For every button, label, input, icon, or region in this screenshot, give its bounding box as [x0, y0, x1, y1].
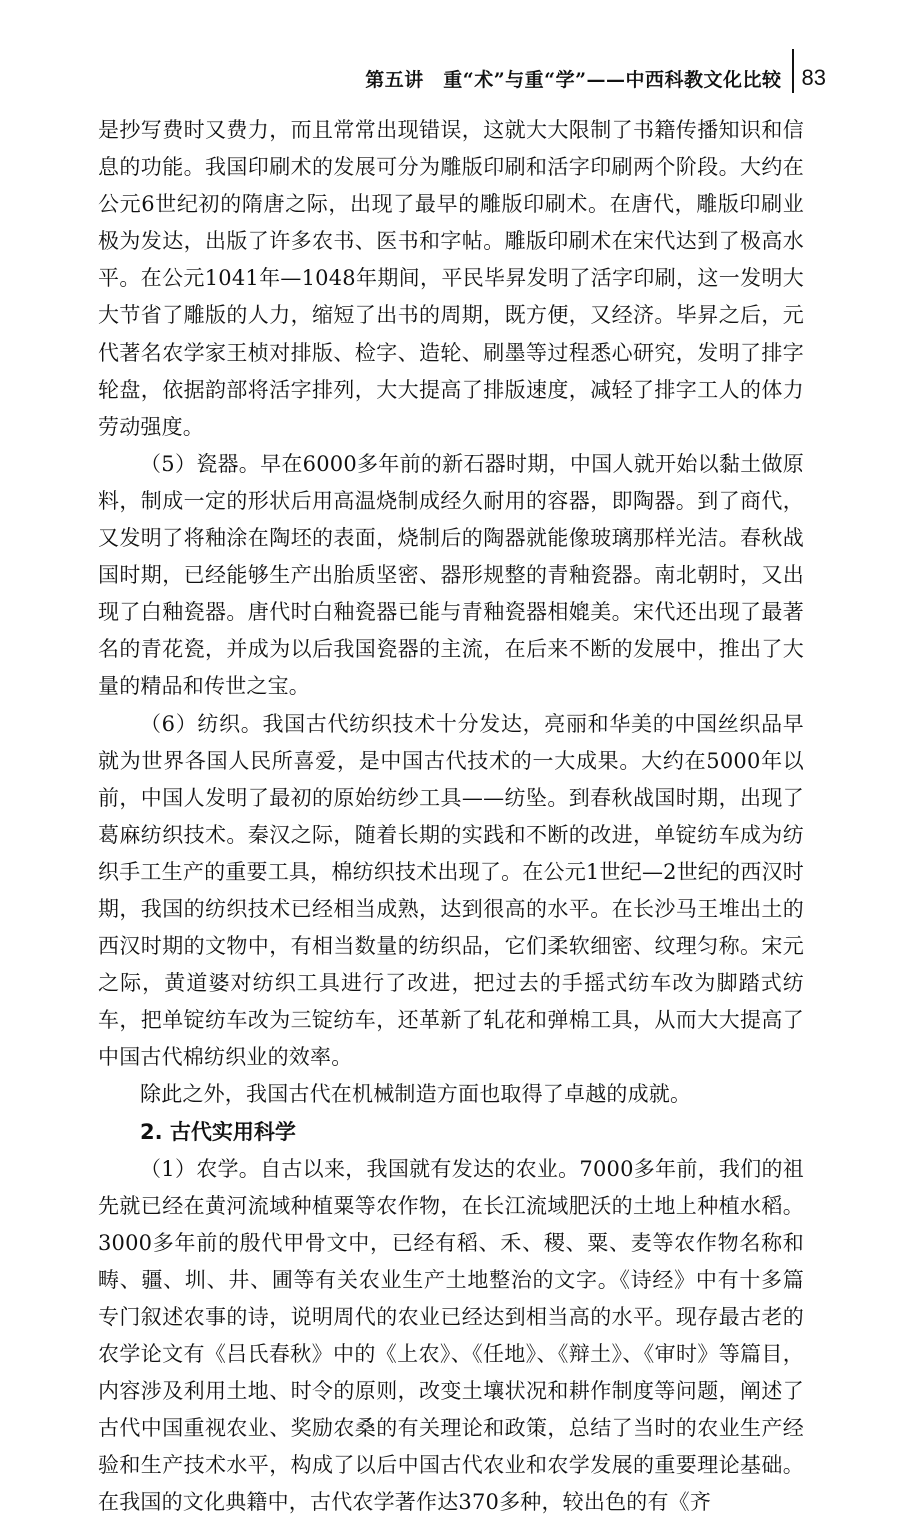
paragraph-printing-continued: 是抄写费时又费力，而且常常出现错误，这就大大限制了书籍传播知识和信息的功能。我国印刷术的发展可分为雕版印刷和活字印刷两个阶段。大约在公元6世纪初的隋唐之际，出现了最早的雕版印刷术。在唐代，雕版印刷业极为发达，出版了许多农书、医书和字帖。雕版印刷术在宋代达到了极高水平。在公元1041年—1048年期间，平民毕昇发明了活字印刷，这一发明大大节省了雕版的人力，缩短了出书的周期，既方便，又经济。毕昇之后，元代著名农学家王桢对排版、检字、造轮、刷墨等过程悉心研究，发明了排字轮盘，依据韵部将活字排列，大大提高了排版速度，减轻了排字工人的体力劳动强度。 [98, 118, 804, 439]
paragraph-textiles: （6）纺织。我国古代纺织技术十分发达，亮丽和华美的中国丝织品早就为世界各国人民所喜爱，是中国古代技术的一大成果。大约在5000年以前，中国人发明了最初的原始纺纱工具——纺坠。到春秋战国时期，出现了葛麻纺织技术。秦汉之际，随着长期的实践和不断的改进，单锭纺车成为纺织手工生产的重要工具，棉纺织技术出现了。在公元1世纪—2世纪的西汉时期，我国的纺织技术已经相当成熟，达到很高的水平。在长沙马王堆出土的西汉时期的文物中，有相当数量的纺织品，它们柔软细密、纹理匀称。宋元之际，黄道婆对纺织工具进行了改进，把过去的手摇式纺车改为脚踏式纺车，把单锭纺车改为三锭纺车，还革新了轧花和弹棉工具，从而大大提高了中国古代棉纺织业的效率。 [98, 711, 804, 1070]
body-text [98, 112, 804, 1515]
paragraph-machinery: 除此之外，我国古代在机械制造方面也取得了卓越的成就。 [140, 1082, 692, 1107]
section-heading: 2. 古代实用科学 [140, 1119, 296, 1144]
chapter-title: 第五讲 重“术”与重“学”——中西科教文化比较 [365, 68, 782, 91]
paragraph-porcelain: （5）瓷器。早在6000多年前的新石器时期，中国人就开始以黏土做原料，制成一定的形状后用高温烧制成经久耐用的容器，即陶器。到了商代，又发明了将釉涂在陶坯的表面，烧制后的陶器就能像玻璃那样光洁。春秋战国时期，已经能够生产出胎质坚密、器形规整的青釉瓷器。南北朝时，又出现了白釉瓷器。唐代时白釉瓷器已能与青釉瓷器相媲美。宋代还出现了最著名的青花瓷，并成为以后我国瓷器的主流，在后来不断的发展中，推出了大量的精品和传世之宝。 [98, 451, 804, 699]
paragraph-agriculture: （1）农学。自古以来，我国就有发达的农业。7000多年前，我们的祖先就已经在黄河流域种植粟等农作物，在长江流域肥沃的土地上种植水稻。3000多年前的殷代甲骨文中，已经有稻、禾、稷、粟、麦等农作物名称和畴、疆、圳、井、圃等有关农业生产土地整治的文字。《诗经》中有十多篇专门叙述农事的诗，说明周代的农业已经达到相当高的水平。现存最古老的农学论文有《吕氏春秋》中的《上农》、《任地》、《辩土》、《审时》等篇目，内容涉及利用土地、时令的原则，改变土壤状况和耕作制度等问题，阐述了古代中国重视农业、奖励农桑的有关理论和政策，总结了当时的农业生产经验和生产技术水平，构成了以后中国古代农业和农学发展的重要理论基础。在我国的文化典籍中，古代农学著作达370多种，较出色的有《齐 [98, 1156, 804, 1515]
page-number: 83 [801, 65, 826, 90]
running-header [365, 58, 826, 98]
